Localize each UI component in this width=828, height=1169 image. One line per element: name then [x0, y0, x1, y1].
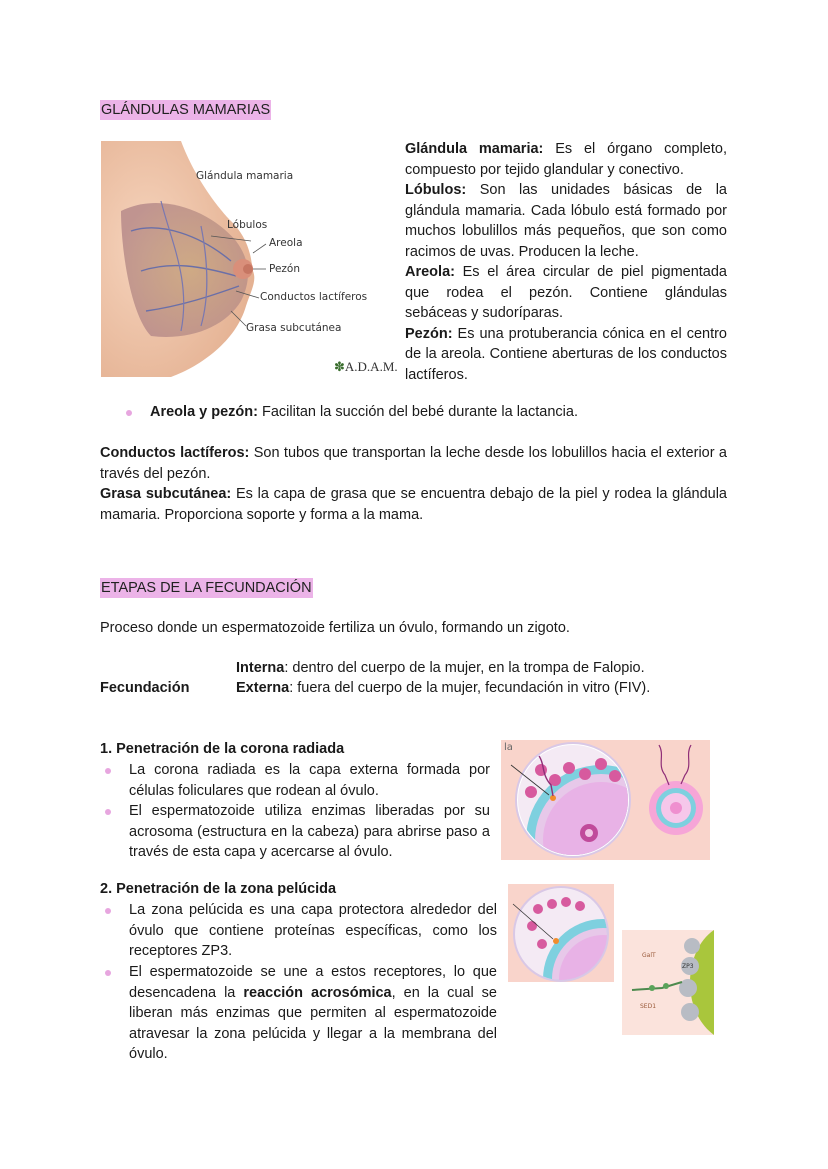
- step1-title: 1. Penetración de la corona radiada: [100, 741, 345, 757]
- label-lobules: Lóbulos: [227, 219, 268, 231]
- list-item: Areola y pezón: Facilitan la succión del bebé durante la lactancia.: [121, 402, 727, 423]
- sed1-label: SED1: [640, 1003, 657, 1010]
- definition-lobules: Lóbulos: Son las unidades básicas de la glándula mamaria. Cada lóbulo está formado por muchos lobulillos más pequeños, que son como racimos de uvas. Producen la leche.: [405, 182, 727, 260]
- step2-bullets: [100, 900, 497, 962]
- mammary-gland-figure: [101, 141, 396, 377]
- zona-pellucida-figure: [508, 884, 614, 982]
- fecundation-label: Fecundación: [100, 680, 190, 696]
- definition-nipple: Pezón: Es una protuberancia cónica en el centro de la areola. Contiene aberturas de los conductos lactíferos.: [405, 325, 727, 383]
- list-item: La corona radiada es la capa externa formada por células foliculares que rodean al óvulo.: [100, 760, 490, 801]
- galt-label: GalT: [642, 952, 656, 959]
- section-heading-fecundation: ETAPAS DE LA FECUNDACIÓN: [101, 580, 312, 596]
- section-heading-mammary: GLÁNDULAS MAMARIAS: [101, 102, 271, 118]
- list-item: El espermatozoide utiliza enzimas liberadas por su acrosoma (estructura en la cabeza) para abrirse paso a través de esta capa y acercarse al óvulo.: [100, 801, 490, 863]
- corona-figure-label: la: [504, 742, 513, 753]
- zona-pellucida-illustration: [508, 884, 614, 982]
- corona-radiata-illustration: [501, 740, 710, 860]
- fat-paragraph: Grasa subcutánea: Es la capa de grasa que se encuentra debajo de la piel y rodea la glándula mamaria. Proporciona soporte y forma a la mama.: [100, 486, 727, 523]
- step2-bullet2: El espermatozoide se une a estos receptores, lo que desencadena la reacción acrosómica, en la cual se liberan más enzimas que permiten al espermatozoide atravesar la zona pelúcida y llegar a la membrana del óvulo.: [129, 962, 610, 1065]
- definition-areola: Areola: Es el área circular de piel pigmentada que rodea el pezón. Contiene glándulas sebáceas y sudoríparas.: [405, 264, 727, 321]
- definition-gland: Glándula mamaria: Es el órgano completo, compuesto por tejido glandular y conectivo.: [405, 141, 727, 178]
- fecundation-external: Externa: fuera del cuerpo de la mujer, fecundación in vitro (FIV).: [236, 680, 651, 696]
- adam-logo: ✽A.D.A.M.: [334, 359, 398, 374]
- label-fat: Grasa subcutánea: [246, 322, 342, 334]
- list-item: La zona pelúcida es una capa protectora alrededor del óvulo que contiene proteínas específicas, como los receptores ZP3.: [100, 900, 497, 962]
- label-gland: Glándula mamaria: [196, 170, 294, 182]
- acrosome-reaction-illustration: [622, 930, 714, 1035]
- zp3-label: ZP3: [682, 963, 694, 970]
- acrosome-reaction-figure: [622, 930, 714, 1035]
- fecundation-types: [100, 658, 727, 702]
- step2-title: 2. Penetración de la zona pelúcida: [100, 881, 337, 897]
- ducts-paragraph: Conductos lactíferos: Son tubos que transportan la leche desde los lobulillos hacia el exterior a través del pezón.: [100, 445, 727, 482]
- label-ducts: Conductos lactíferos: [260, 291, 368, 303]
- corona-radiata-figure: [501, 740, 710, 860]
- definitions-block: [405, 139, 727, 385]
- label-nipple: Pezón: [269, 263, 301, 275]
- fecundation-intro: Proceso donde un espermatozoide fertiliza un óvulo, formando un zigoto.: [100, 620, 570, 636]
- label-areola: Areola: [269, 237, 303, 249]
- step1-bullets: [100, 760, 490, 863]
- fecundation-internal: Interna: dentro del cuerpo de la mujer, en la trompa de Falopio.: [236, 660, 645, 676]
- bullet-list-areola: [121, 402, 727, 423]
